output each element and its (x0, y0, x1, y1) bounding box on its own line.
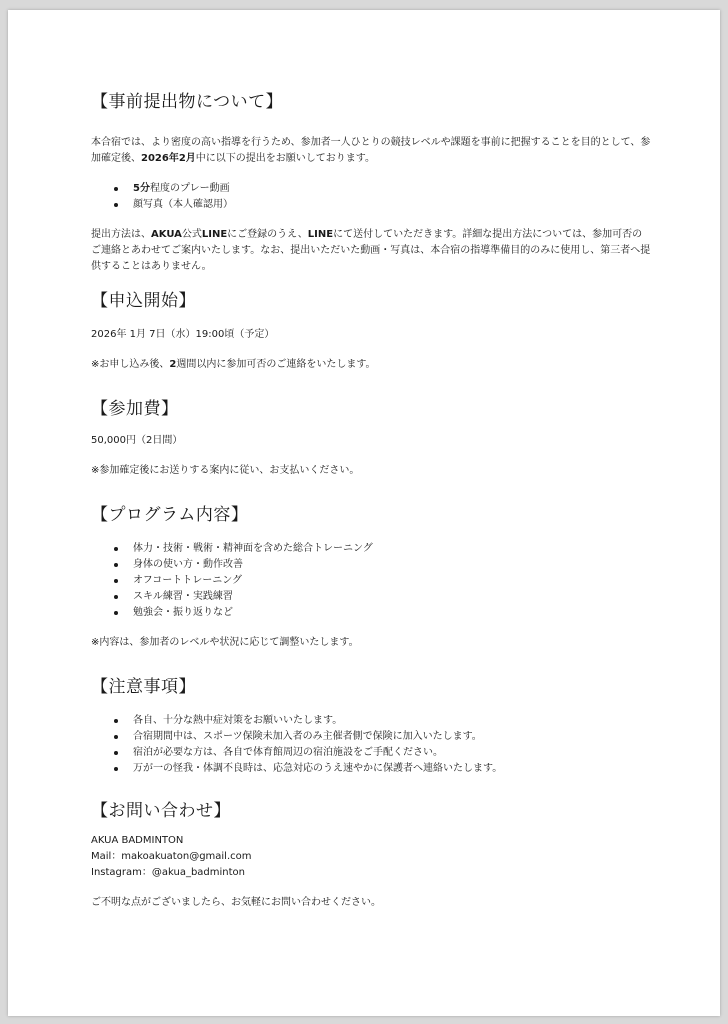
fee-amount: 50,000円（2日間） (91, 435, 183, 446)
list-item: 各自、十分な熱中症対策をお願いいたします。 (133, 713, 651, 729)
fee-note: ※参加確定後にお送りする案内に従い、お支払いください。 (91, 465, 360, 476)
heading-contact: 【お問い合わせ】 (91, 801, 231, 821)
submission-list (91, 181, 651, 213)
submission-method: 提出方法は、AKUA公式LINEにご登録のうえ、LINEにて送付していただきます。詳細な提出方法については、参加可否のご連絡とあわせてご案内いたします。なお、提出いただいた動画・写真は、本合宿の指導準備目的のみに使用し、第三者へ提供することはありません。 (91, 229, 651, 272)
list-item: 身体の使い方・動作改善 (133, 557, 651, 573)
list-item: 合宿期間中は、スポーツ保険未加入者のみ主催者側で保険に加入いたします。 (133, 729, 651, 745)
list-item: スキル練習・実践練習 (133, 589, 651, 605)
list-item: 5分程度のプレー動画 (133, 181, 651, 197)
list-item: 宿泊が必要な方は、各自で体育館周辺の宿泊施設をご手配ください。 (133, 745, 651, 761)
heading-submission: 【事前提出物について】 (91, 92, 284, 112)
list-item: オフコートトレーニング (133, 573, 651, 589)
heading-program: 【プログラム内容】 (91, 505, 249, 525)
heading-start: 【申込開始】 (91, 291, 196, 311)
program-note: ※内容は、参加者のレベルや状況に応じて調整いたします。 (91, 637, 359, 648)
contact-instagram: Instagram：@akua_badminton (91, 867, 246, 878)
contact-org: AKUA BADMINTON (91, 835, 184, 846)
list-item: 顔写真（本人確認用） (133, 197, 651, 213)
start-note: ※お申し込み後、2週間以内に参加可否のご連絡をいたします。 (91, 359, 376, 370)
heading-fee: 【参加費】 (91, 399, 179, 419)
document-content (91, 90, 651, 911)
list-item: 勉強会・振り返りなど (133, 605, 651, 621)
list-item: 体力・技術・戦術・精神面を含めた総合トレーニング (133, 541, 651, 557)
start-datetime: 2026年 1月 7日（水）19:00頃（予定） (91, 329, 275, 340)
contact-mail: Mail：makoakuaton@gmail.com (91, 851, 252, 862)
document-page (8, 10, 720, 1016)
contact-closing: ご不明な点がございましたら、お気軽にお問い合わせください。 (91, 897, 381, 908)
list-item: 万が一の怪我・体調不良時は、応急対応のうえ速やかに保護者へ連絡いたします。 (133, 761, 651, 777)
submission-intro: 本合宿では、より密度の高い指導を行うため、参加者一人ひとりの競技レベルや課題を事前に把握することを目的として、参加確定後、2026年2月中に以下の提出をお願いしております。 (91, 137, 651, 164)
heading-notes: 【注意事項】 (91, 677, 196, 697)
program-list (91, 541, 651, 621)
notes-list (91, 713, 651, 777)
